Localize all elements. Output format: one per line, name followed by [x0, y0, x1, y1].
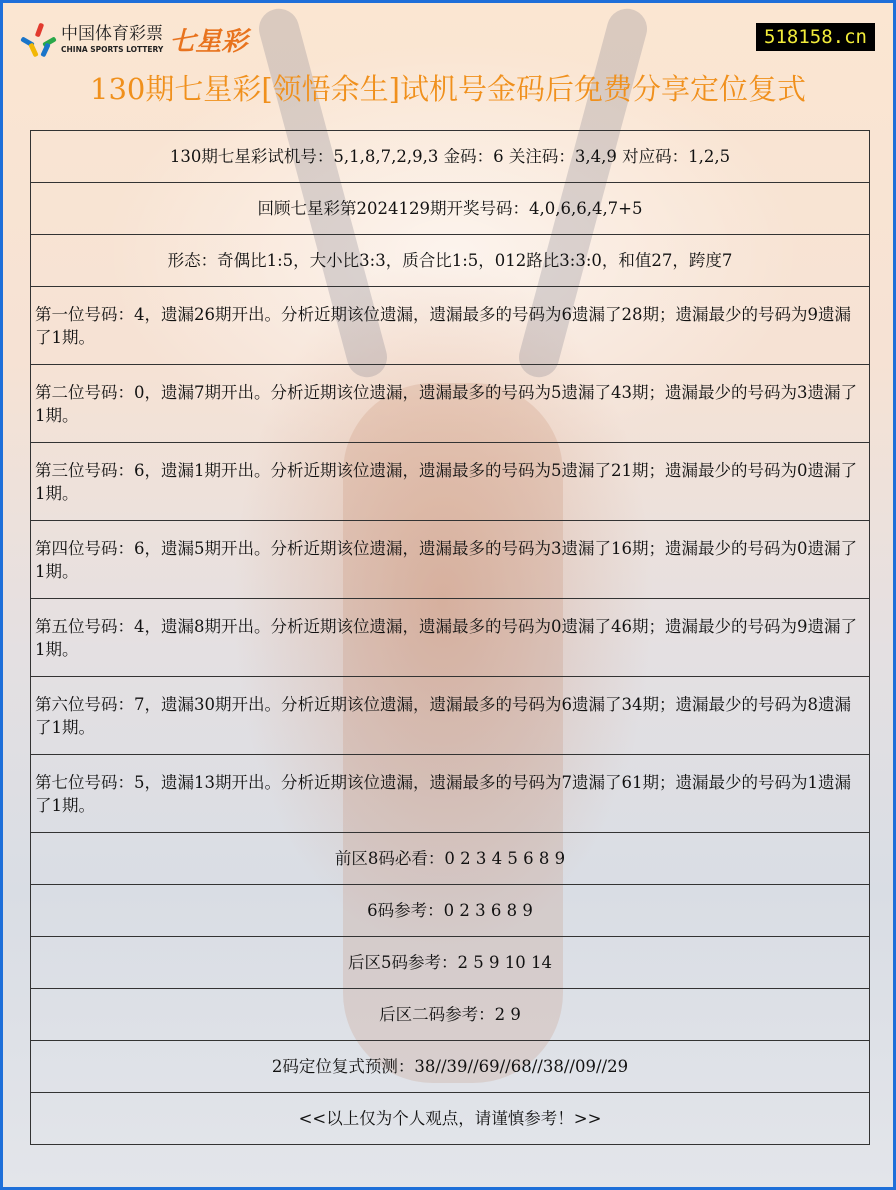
front-8-codes-row: 前区8码必看：0 2 3 4 5 6 8 9 — [31, 833, 870, 885]
pattern-row: 形态：奇偶比1:5，大小比3:3，质合比1:5，012路比3:3:0，和值27，跨度7 — [31, 235, 870, 287]
previous-draw-row: 回顾七星彩第2024129期开奖号码：4,0,6,6,4,7+5 — [31, 183, 870, 235]
disclaimer-row: <<以上仅为个人观点，请谨慎参考！>> — [31, 1093, 870, 1145]
prediction-table — [30, 130, 870, 1145]
trial-numbers-row: 130期七星彩试机号：5,1,8,7,2,9,3 金码：6 关注码：3,4,9 对应码：1,2,5 — [31, 131, 870, 183]
position-4-analysis: 第四位号码：6，遗漏5期开出。分析近期该位遗漏，遗漏最多的号码为3遗漏了16期；遗漏最少的号码为0遗漏了1期。 — [31, 521, 870, 599]
lottery-logo-icon — [23, 23, 57, 57]
position-2-analysis: 第二位号码：0，遗漏7期开出。分析近期该位遗漏，遗漏最多的号码为5遗漏了43期；遗漏最少的号码为3遗漏了1期。 — [31, 365, 870, 443]
position-7-analysis: 第七位号码：5，遗漏13期开出。分析近期该位遗漏，遗漏最多的号码为7遗漏了61期；遗漏最少的号码为1遗漏了1期。 — [31, 755, 870, 833]
position-5-analysis: 第五位号码：4，遗漏8期开出。分析近期该位遗漏，遗漏最多的号码为0遗漏了46期；遗漏最少的号码为9遗漏了1期。 — [31, 599, 870, 677]
position-1-analysis: 第一位号码：4，遗漏26期开出。分析近期该位遗漏，遗漏最多的号码为6遗漏了28期；遗漏最少的号码为9遗漏了1期。 — [31, 287, 870, 365]
back-5-codes-row: 后区5码参考：2 5 9 10 14 — [31, 937, 870, 989]
six-codes-row: 6码参考：0 2 3 6 8 9 — [31, 885, 870, 937]
position-6-analysis: 第六位号码：7，遗漏30期开出。分析近期该位遗漏，遗漏最多的号码为6遗漏了34期；遗漏最少的号码为8遗漏了1期。 — [31, 677, 870, 755]
position-3-analysis: 第三位号码：6，遗漏1期开出。分析近期该位遗漏，遗漏最多的号码为5遗漏了21期；遗漏最少的号码为0遗漏了1期。 — [31, 443, 870, 521]
position-compound-row: 2码定位复式预测：38//39//69//68//38//09//29 — [31, 1041, 870, 1093]
page-title: 130期七星彩[领悟余生]试机号金码后免费分享定位复式 — [90, 72, 806, 106]
back-2-codes-row: 后区二码参考：2 9 — [31, 989, 870, 1041]
china-sports-lottery-logo — [23, 21, 247, 58]
qixingcai-brand: 七星彩 — [169, 27, 248, 57]
logo-chinese-text: 中国体育彩票 — [61, 23, 163, 44]
site-badge[interactable]: 518158.cn — [756, 23, 875, 51]
logo-english-text: CHINA SPORTS LOTTERY — [61, 44, 164, 54]
